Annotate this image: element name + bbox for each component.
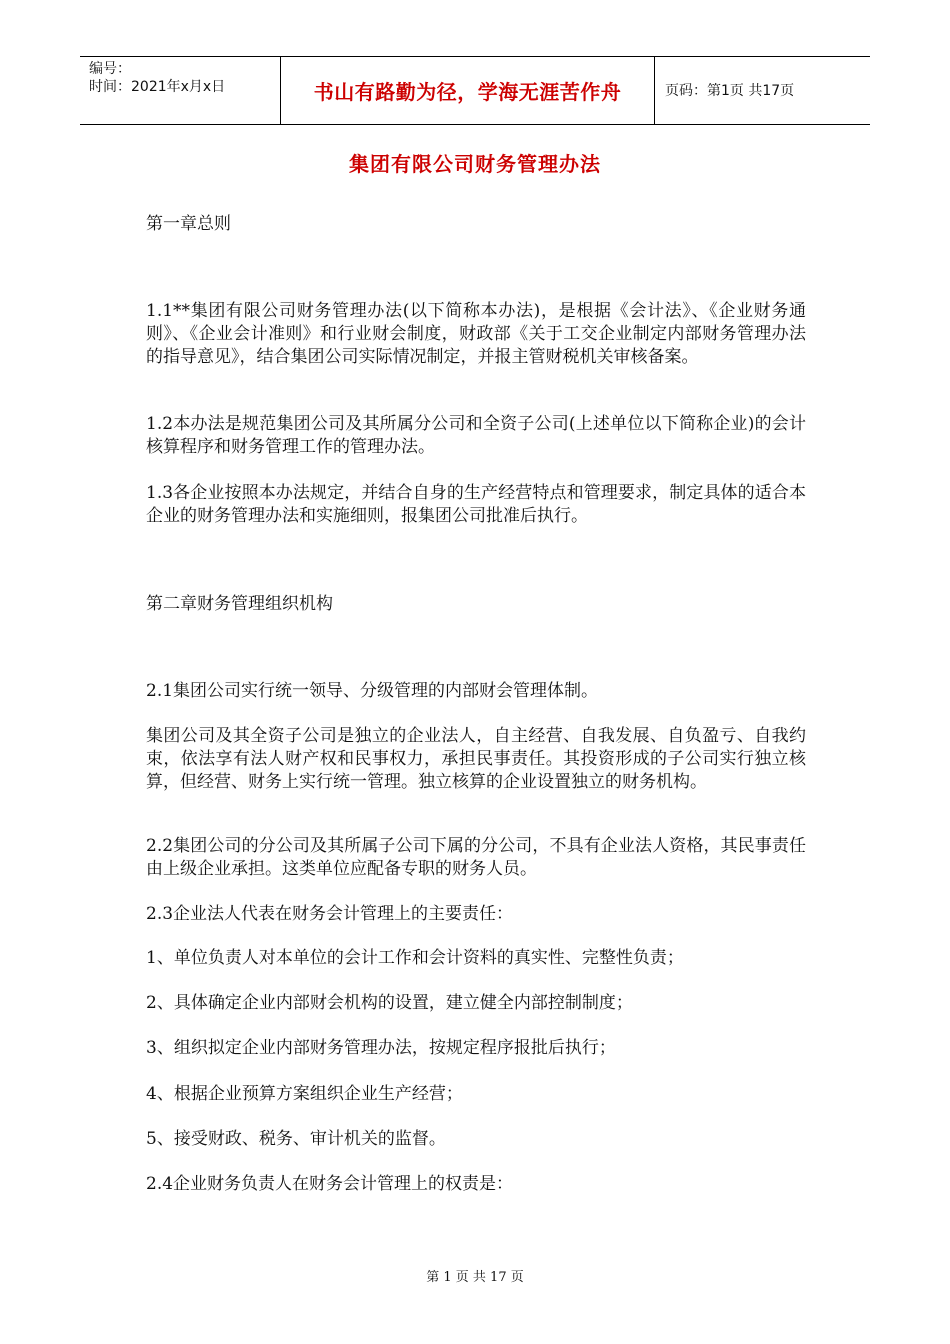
document-time-label: 时间：2021年x月x日 (89, 79, 226, 95)
header-page-cell (655, 57, 870, 124)
paragraph: 集团公司及其全资子公司是独立的企业法人，自主经营、自我发展、自负盈亏、自我约束，依法享有法人财产权和民事权力，承担民事责任。其投资形成的子公司实行独立核算，但经营、财务上实行统一管理。独立核算的企业设置独立的财务机构。 (146, 726, 806, 792)
paragraph: 2.3企业法人代表在财务会计管理上的主要责任： (146, 904, 514, 924)
paragraph: 1.1**集团有限公司财务管理办法(以下简称本办法)，是根据《会计法》、《企业财务通则》、《企业会计准则》和行业财会制度，财政部《关于工交企业制定内部财务管理办法的指导意见》，结合集团公司实际情况制定，并报主管财税机关审核备案。 (146, 301, 806, 367)
list-item: 4、根据企业预算方案组织企业生产经营； (146, 1084, 463, 1104)
chapter-heading: 第二章财务管理组织机构 (146, 594, 333, 614)
list-item: 2、具体确定企业内部财会机构的设置，建立健全内部控制制度； (146, 993, 633, 1013)
list-item: 1、单位负责人对本单位的会计工作和会计资料的真实性、完整性负责； (146, 948, 684, 968)
document-number-label: 编号： (89, 61, 131, 77)
paragraph: 1.3各企业按照本办法规定，并结合自身的生产经营特点和管理要求，制定具体的适合本企业的财务管理办法和实施细则，报集团公司批准后执行。 (146, 483, 806, 526)
header-page-code: 页码：第1页 共17页 (665, 83, 795, 99)
header-motto-cell (281, 57, 655, 124)
page-footer: 第 1 页 共 17 页 (426, 1270, 524, 1285)
list-item: 3、组织拟定企业内部财务管理办法，按规定程序报批后执行； (146, 1038, 616, 1058)
paragraph: 2.2集团公司的分公司及其所属子公司下属的分公司，不具有企业法人资格，其民事责任由上级企业承担。这类单位应配备专职的财务人员。 (146, 836, 806, 879)
chapter-heading: 第一章总则 (146, 214, 231, 234)
paragraph: 2.1集团公司实行统一领导、分级管理的内部财会管理体制。 (146, 681, 599, 701)
document-title: 集团有限公司财务管理办法 (349, 152, 601, 176)
paragraph: 2.4企业财务负责人在财务会计管理上的权责是： (146, 1174, 514, 1194)
paragraph: 1.2本办法是规范集团公司及其所属分公司和全资子公司(上述单位以下简称企业)的会计核算程序和财务管理工作的管理办法。 (146, 414, 806, 457)
header-motto: 书山有路勤为径，学海无涯苦作舟 (313, 80, 622, 104)
page-header (80, 56, 870, 125)
header-meta-cell (80, 57, 281, 124)
list-item: 5、接受财政、税务、审计机关的监督。 (146, 1129, 446, 1149)
